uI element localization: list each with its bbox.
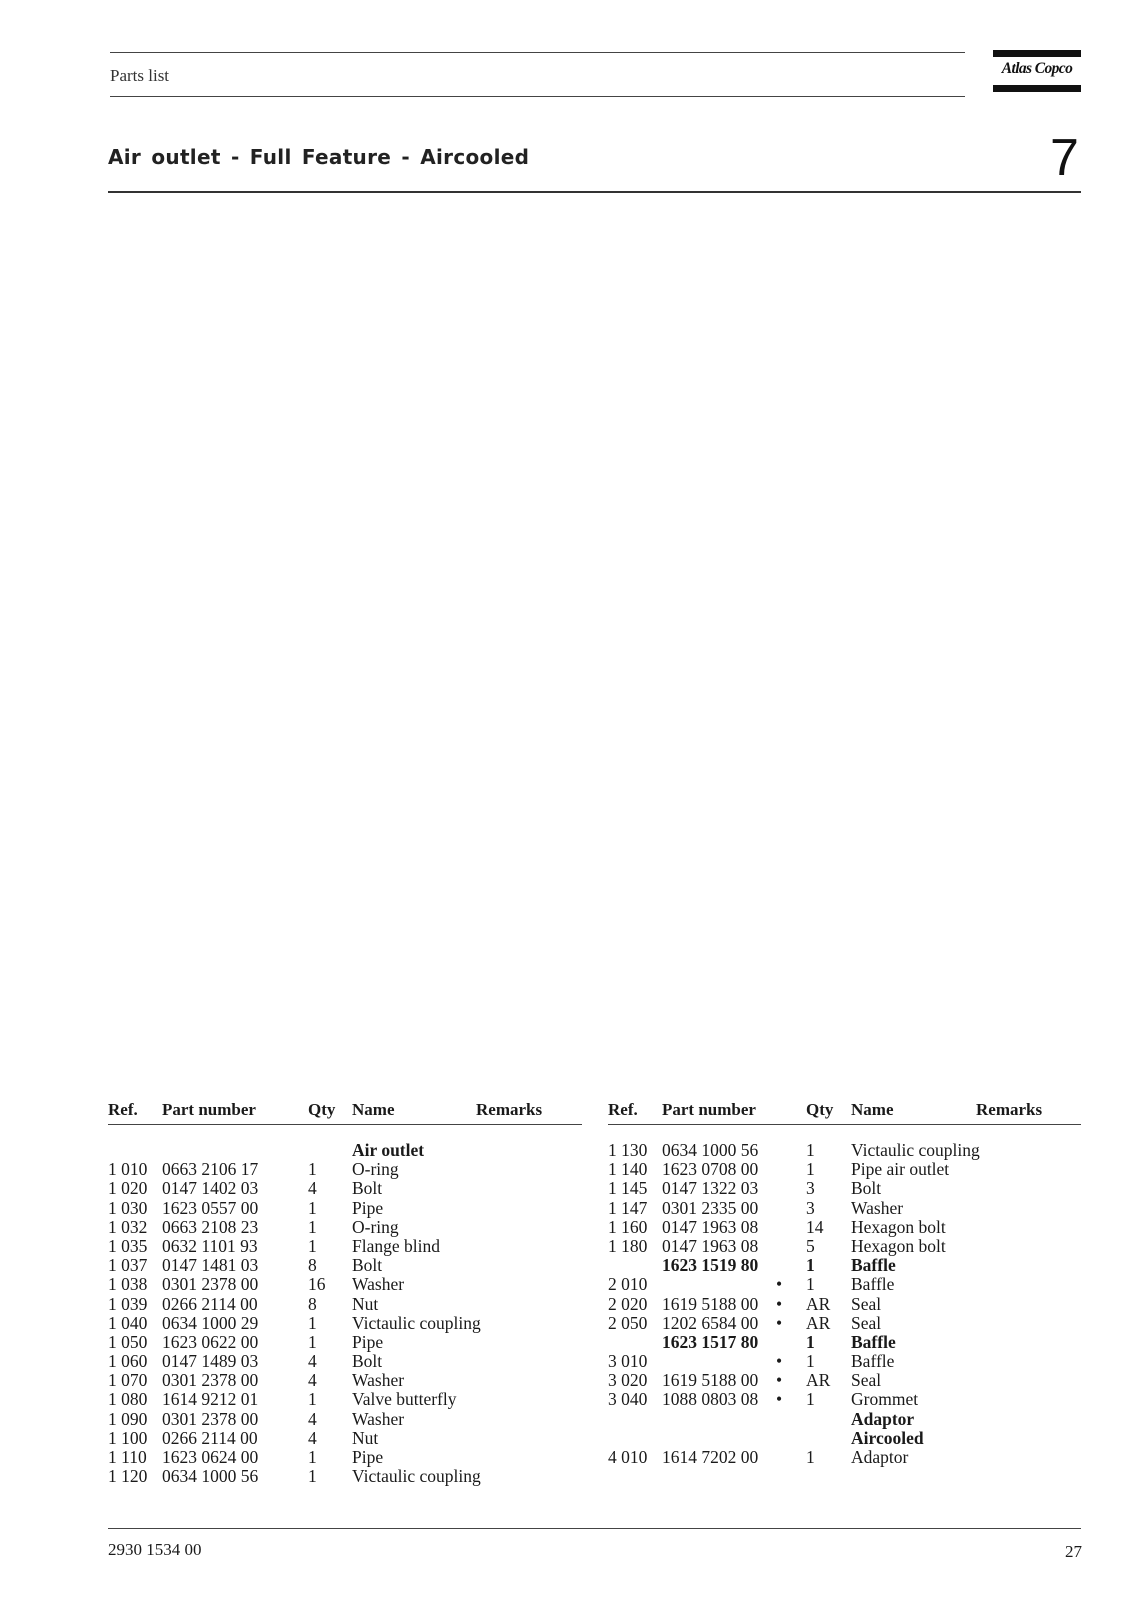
cell-qty: 5 bbox=[806, 1235, 815, 1256]
table-row bbox=[108, 1371, 582, 1390]
cell-bullet: • bbox=[776, 1274, 783, 1295]
cell-qty: 4 bbox=[308, 1408, 317, 1429]
table-row bbox=[608, 1275, 1081, 1294]
cell-name: Baffle bbox=[851, 1255, 896, 1276]
cell-ref: 1 030 bbox=[108, 1197, 148, 1218]
page-title: Air outlet - Full Feature - Aircooled bbox=[108, 145, 530, 169]
header-remarks: Remarks bbox=[476, 1100, 543, 1119]
table-row bbox=[608, 1429, 1081, 1448]
cell-ref: 1 035 bbox=[108, 1235, 148, 1256]
header-top-rule bbox=[110, 52, 965, 53]
cell-part-number: 1619 5188 00 bbox=[662, 1293, 759, 1314]
brand-logo bbox=[993, 50, 1081, 92]
cell-name: Bolt bbox=[352, 1178, 383, 1199]
table-row bbox=[108, 1352, 582, 1371]
cell-name: Baffle bbox=[851, 1331, 896, 1352]
cell-part-number: 0301 2378 00 bbox=[162, 1370, 259, 1391]
cell-ref: 1 090 bbox=[108, 1408, 148, 1429]
cell-name: Pipe bbox=[352, 1197, 384, 1218]
table-row bbox=[108, 1179, 582, 1198]
cell-qty: 1 bbox=[308, 1466, 317, 1487]
cell-part-number: 1623 0624 00 bbox=[162, 1447, 259, 1467]
cell-part-number: 1623 0622 00 bbox=[162, 1331, 259, 1352]
drawing-area bbox=[108, 200, 1081, 1080]
table-row bbox=[108, 1448, 582, 1467]
table-row bbox=[108, 1390, 582, 1409]
cell-part-number: 0301 2378 00 bbox=[162, 1274, 259, 1295]
cell-ref: 1 040 bbox=[108, 1312, 148, 1333]
cell-part-number: 0147 1481 03 bbox=[162, 1255, 259, 1276]
cell-qty: 1 bbox=[806, 1331, 815, 1352]
cell-part-number: 0147 1963 08 bbox=[662, 1216, 759, 1237]
header-bottom-rule bbox=[110, 96, 965, 97]
cell-part-number: 0266 2114 00 bbox=[162, 1427, 258, 1448]
table-row bbox=[108, 1160, 582, 1179]
table-row bbox=[108, 1314, 582, 1333]
cell-qty: 1 bbox=[308, 1447, 317, 1467]
cell-part-number: 0147 1489 03 bbox=[162, 1351, 259, 1372]
cell-name: Grommet bbox=[851, 1389, 919, 1410]
table-row bbox=[608, 1314, 1081, 1333]
cell-name: Hexagon bolt bbox=[851, 1216, 946, 1237]
table-row bbox=[108, 1467, 582, 1486]
table-row bbox=[108, 1199, 582, 1218]
cell-name: Adaptor bbox=[851, 1447, 909, 1467]
header-qty: Qty bbox=[308, 1100, 336, 1119]
cell-qty: 1 bbox=[806, 1274, 815, 1295]
cell-ref: 1 032 bbox=[108, 1216, 148, 1237]
footer-rule bbox=[108, 1528, 1081, 1529]
table-row bbox=[108, 1256, 582, 1275]
table-row bbox=[608, 1256, 1081, 1275]
table-row bbox=[108, 1218, 582, 1237]
cell-ref: 1 010 bbox=[108, 1159, 148, 1180]
cell-ref: 1 020 bbox=[108, 1178, 148, 1199]
cell-part-number: 0663 2108 23 bbox=[162, 1216, 259, 1237]
cell-part-number: 1619 5188 00 bbox=[662, 1370, 759, 1391]
cell-part-number: 1614 9212 01 bbox=[162, 1389, 259, 1410]
cell-qty: 1 bbox=[308, 1216, 317, 1237]
header-section-label: Parts list bbox=[110, 66, 170, 85]
page-number: 27 bbox=[1065, 1542, 1082, 1561]
cell-ref: 1 039 bbox=[108, 1293, 148, 1314]
table-row bbox=[608, 1179, 1081, 1198]
cell-qty: 14 bbox=[806, 1216, 824, 1237]
header-part-number: Part number bbox=[162, 1100, 256, 1119]
cell-qty: 1 bbox=[308, 1235, 317, 1256]
header-name: Name bbox=[352, 1100, 395, 1119]
cell-part-number: 0266 2114 00 bbox=[162, 1293, 258, 1314]
cell-name: Nut bbox=[352, 1293, 379, 1314]
table-header bbox=[108, 1100, 582, 1125]
cell-qty: 1 bbox=[308, 1331, 317, 1352]
cell-ref: 1 070 bbox=[108, 1370, 148, 1391]
cell-qty: 1 bbox=[308, 1312, 317, 1333]
logo-bottom-bar bbox=[993, 85, 1081, 92]
cell-ref: 4 010 bbox=[608, 1447, 648, 1467]
cell-name: Pipe air outlet bbox=[851, 1159, 950, 1180]
cell-name: Washer bbox=[352, 1408, 405, 1429]
cell-ref: 1 120 bbox=[108, 1466, 148, 1487]
cell-bullet: • bbox=[776, 1293, 783, 1314]
header-ref: Ref. bbox=[608, 1100, 638, 1119]
cell-qty: 4 bbox=[308, 1370, 317, 1391]
cell-part-number: 0147 1322 03 bbox=[662, 1178, 759, 1199]
cell-ref: 3 020 bbox=[608, 1370, 648, 1391]
cell-name: Seal bbox=[851, 1312, 882, 1333]
header-name: Name bbox=[851, 1100, 894, 1119]
logo-top-bar bbox=[993, 50, 1081, 57]
table-row bbox=[108, 1410, 582, 1429]
table-row bbox=[108, 1295, 582, 1314]
cell-name: Pipe bbox=[352, 1447, 384, 1467]
cell-name: Aircooled bbox=[851, 1427, 924, 1448]
table-row bbox=[608, 1371, 1081, 1390]
cell-name: O-ring bbox=[352, 1216, 399, 1237]
cell-bullet: • bbox=[776, 1351, 783, 1372]
cell-ref: 1 147 bbox=[608, 1197, 648, 1218]
cell-ref: 1 100 bbox=[108, 1427, 148, 1448]
cell-qty: 1 bbox=[806, 1351, 815, 1372]
cell-ref: 1 160 bbox=[608, 1216, 648, 1237]
table-row bbox=[608, 1237, 1081, 1256]
cell-part-number: 1623 1517 80 bbox=[662, 1331, 759, 1352]
cell-ref: 1 180 bbox=[608, 1235, 648, 1256]
cell-qty: 8 bbox=[308, 1255, 317, 1276]
table-row bbox=[108, 1141, 582, 1160]
header-part-number: Part number bbox=[662, 1100, 756, 1119]
table-row bbox=[608, 1410, 1081, 1429]
cell-qty: 1 bbox=[806, 1255, 815, 1276]
cell-qty: 3 bbox=[806, 1178, 815, 1199]
cell-qty: 16 bbox=[308, 1274, 326, 1295]
cell-qty: AR bbox=[806, 1312, 831, 1333]
cell-ref: 1 037 bbox=[108, 1255, 148, 1276]
table-row bbox=[608, 1448, 1081, 1467]
cell-ref: 1 060 bbox=[108, 1351, 148, 1372]
cell-qty: 1 bbox=[308, 1159, 317, 1180]
cell-bullet: • bbox=[776, 1312, 783, 1333]
cell-qty: 1 bbox=[308, 1197, 317, 1218]
cell-name: Seal bbox=[851, 1293, 882, 1314]
cell-qty: 3 bbox=[806, 1197, 815, 1218]
cell-part-number: 0634 1000 56 bbox=[162, 1466, 259, 1487]
cell-ref: 1 130 bbox=[608, 1140, 648, 1160]
cell-ref: 3 010 bbox=[608, 1351, 648, 1372]
cell-part-number: 1088 0803 08 bbox=[662, 1389, 759, 1410]
cell-name: Seal bbox=[851, 1370, 882, 1391]
header-ref: Ref. bbox=[108, 1100, 138, 1119]
cell-ref: 2 020 bbox=[608, 1293, 648, 1314]
cell-part-number: 0147 1402 03 bbox=[162, 1178, 259, 1199]
cell-qty: 4 bbox=[308, 1351, 317, 1372]
cell-part-number: 1623 1519 80 bbox=[662, 1255, 759, 1276]
table-body bbox=[608, 1141, 1081, 1467]
table-row bbox=[608, 1218, 1081, 1237]
cell-name: Valve butterfly bbox=[352, 1389, 457, 1410]
table-row bbox=[608, 1199, 1081, 1218]
cell-qty: 8 bbox=[308, 1293, 317, 1314]
cell-name: Baffle bbox=[851, 1351, 895, 1372]
title-rule bbox=[108, 191, 1081, 193]
cell-qty: AR bbox=[806, 1370, 831, 1391]
cell-ref: 1 110 bbox=[108, 1447, 147, 1467]
document-number: 2930 1534 00 bbox=[108, 1540, 202, 1559]
parts-table-left bbox=[108, 1100, 582, 1486]
cell-name: Washer bbox=[352, 1274, 405, 1295]
table-row bbox=[608, 1295, 1081, 1314]
cell-name: Victaulic coupling bbox=[352, 1466, 481, 1487]
cell-part-number: 0634 1000 56 bbox=[662, 1140, 759, 1160]
cell-qty: 1 bbox=[806, 1389, 815, 1410]
cell-part-number: 0634 1000 29 bbox=[162, 1312, 259, 1333]
cell-part-number: 0301 2335 00 bbox=[662, 1197, 759, 1218]
table-row bbox=[108, 1275, 582, 1294]
parts-table-right bbox=[608, 1100, 1081, 1467]
cell-name: Baffle bbox=[851, 1274, 895, 1295]
cell-qty: 1 bbox=[806, 1447, 815, 1467]
header-qty: Qty bbox=[806, 1100, 834, 1119]
cell-name: Victaulic coupling bbox=[352, 1312, 481, 1333]
table-row bbox=[608, 1160, 1081, 1179]
cell-ref: 1 080 bbox=[108, 1389, 148, 1410]
table-header bbox=[608, 1100, 1081, 1125]
cell-ref: 1 145 bbox=[608, 1178, 648, 1199]
cell-bullet: • bbox=[776, 1389, 783, 1410]
cell-ref: 2 050 bbox=[608, 1312, 648, 1333]
cell-ref: 1 140 bbox=[608, 1159, 648, 1180]
cell-name: O-ring bbox=[352, 1159, 399, 1180]
table-row bbox=[108, 1237, 582, 1256]
cell-ref: 3 040 bbox=[608, 1389, 648, 1410]
cell-name: Bolt bbox=[352, 1255, 383, 1276]
cell-qty: 1 bbox=[806, 1159, 815, 1180]
table-row bbox=[608, 1390, 1081, 1409]
cell-name: Bolt bbox=[851, 1178, 882, 1199]
cell-name: Hexagon bolt bbox=[851, 1235, 946, 1256]
cell-name: Pipe bbox=[352, 1331, 384, 1352]
cell-ref: 1 038 bbox=[108, 1274, 148, 1295]
cell-part-number: 1614 7202 00 bbox=[662, 1447, 759, 1467]
table-row bbox=[608, 1333, 1081, 1352]
cell-ref: 2 010 bbox=[608, 1274, 648, 1295]
cell-qty: 4 bbox=[308, 1178, 317, 1199]
logo-wordmark: Atlas Copco bbox=[1001, 60, 1073, 77]
table-row bbox=[108, 1333, 582, 1352]
cell-name: Air outlet bbox=[352, 1140, 425, 1160]
cell-name: Nut bbox=[352, 1427, 379, 1448]
cell-part-number: 1623 0557 00 bbox=[162, 1197, 259, 1218]
cell-name: Bolt bbox=[352, 1351, 383, 1372]
cell-part-number: 1623 0708 00 bbox=[662, 1159, 759, 1180]
cell-part-number: 0301 2378 00 bbox=[162, 1408, 259, 1429]
cell-part-number: 0663 2106 17 bbox=[162, 1159, 259, 1180]
cell-name: Flange blind bbox=[352, 1235, 440, 1256]
cell-name: Washer bbox=[352, 1370, 405, 1391]
cell-name: Adaptor bbox=[851, 1408, 915, 1429]
table-row bbox=[108, 1429, 582, 1448]
cell-part-number: 0147 1963 08 bbox=[662, 1235, 759, 1256]
cell-qty: 4 bbox=[308, 1427, 317, 1448]
cell-bullet: • bbox=[776, 1370, 783, 1391]
cell-ref: 1 050 bbox=[108, 1331, 148, 1352]
cell-name: Victaulic coupling bbox=[851, 1140, 980, 1160]
table-row bbox=[608, 1141, 1081, 1160]
cell-part-number: 1202 6584 00 bbox=[662, 1312, 759, 1333]
table-row bbox=[608, 1352, 1081, 1371]
cell-qty: 1 bbox=[308, 1389, 317, 1410]
cell-qty: AR bbox=[806, 1293, 831, 1314]
cell-qty: 1 bbox=[806, 1140, 815, 1160]
cell-part-number: 0632 1101 93 bbox=[162, 1235, 258, 1256]
table-body bbox=[108, 1141, 582, 1486]
header-remarks: Remarks bbox=[976, 1100, 1043, 1119]
chapter-number: 7 bbox=[1050, 129, 1079, 187]
cell-name: Washer bbox=[851, 1197, 904, 1218]
